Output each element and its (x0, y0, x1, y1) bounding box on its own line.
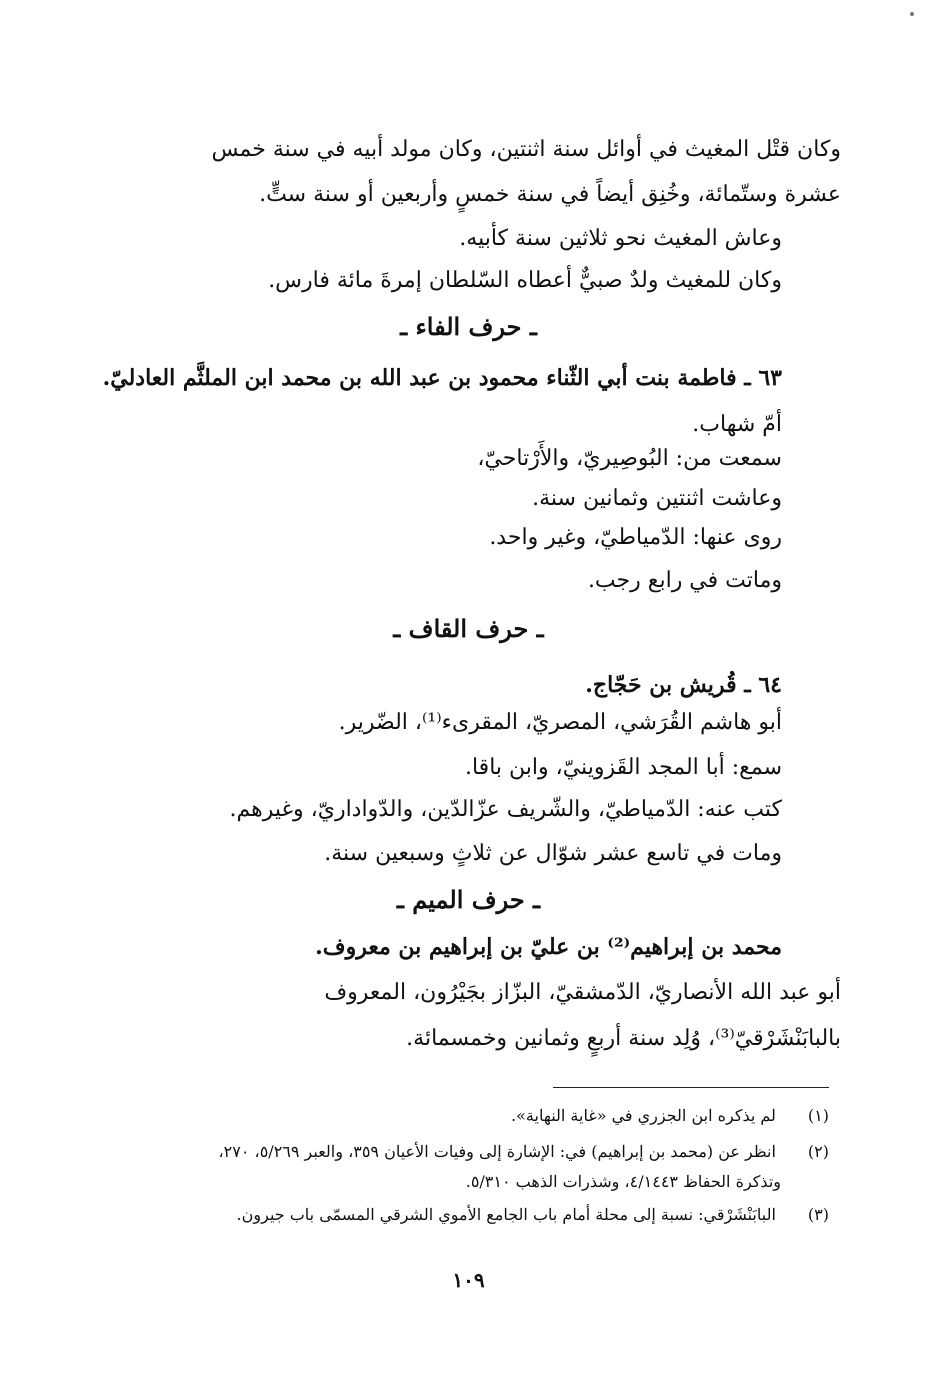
entry-65-title: محمد بن إبراهيم⁽²⁾ بن عليّ بن إبراهيم بن معروف. (315, 934, 782, 960)
entry-64-line: أبو هاشم القُرَشي، المصريّ، المقرىء⁽¹⁾، الضّرير. (338, 710, 782, 735)
footnote-number: (٣) (807, 1205, 829, 1224)
section-heading-faa: ـ حرف الفاء ـ (400, 312, 537, 341)
body-line: عشرة وستّمائة، وخُنِق أيضاً في سنة خمسٍ وأربعين أو سنة ستٍّ. (259, 182, 841, 207)
footnote-1 (96, 1104, 829, 1128)
footnote-text: لم يذكره ابن الجزري في «غاية النهاية». (511, 1106, 776, 1125)
footnote-text: البابَنْشَرْقي: نسبة إلى محلة أمام باب الجامع الأموي الشرقي المسمّى باب جيرون. (236, 1205, 776, 1224)
entry-63-line: روى عنها: الدّمياطيّ، وغير واحد. (489, 525, 782, 550)
entry-64-line: ومات في تاسع عشر شوّال عن ثلاثٍ وسبعين سنة. (324, 841, 782, 866)
entry-64-line: كتب عنه: الدّمياطيّ، والشّريف عزّالدّين، والدّواداريّ، وغيرهم. (229, 797, 782, 822)
body-line: وكان قتْل المغيث في أوائل سنة اثنتين، وكان مولد أبيه في سنة خمس (211, 137, 841, 162)
entry-63-line: وماتت في رابع رجب. (587, 568, 782, 593)
entry-63-line: أمّ شهاب. (692, 412, 782, 437)
footnote-3 (96, 1203, 829, 1227)
section-heading-meem: ـ حرف الميم ـ (396, 885, 541, 914)
scan-speck (910, 12, 914, 16)
footnote-2 (96, 1140, 829, 1164)
footnote-separator (553, 1087, 829, 1088)
entry-63-line: وعاشت اثنتين وثمانين سنة. (532, 486, 782, 511)
entry-65-line: أبو عبد الله الأنصاريّ، الدّمشقيّ، البزّاز بجَيْرُون، المعروف (324, 980, 841, 1005)
entry-64-title: ٦٤ ـ قُريش بن حَجّاج. (585, 672, 782, 698)
entry-64-line: سمع: أبا المجد القَزوينيّ، وابن باقا. (464, 755, 782, 780)
section-heading-qaf: ـ حرف القاف ـ (393, 614, 544, 643)
footnote-2-continuation: وتذكرة الحفاظ ٤/١٤٤٣، وشذرات الذهب ٥/٣١٠. (465, 1172, 781, 1191)
body-line: وكان للمغيث ولدٌ صبيٌّ أعطاه السّلطان إمرةَ مائة فارس. (268, 268, 782, 293)
entry-63-line: سمعت من: البُوصِيريّ، والأَرْتاحيّ، (477, 446, 782, 471)
footnote-text: انظر عن (محمد بن إبراهيم) في: الإشارة إلى وفيات الأعيان ٣٥٩، والعبر ٥/٢٦٩، ٢٧٠، (218, 1142, 776, 1161)
page-number: ١٠٩ (452, 1268, 485, 1292)
entry-63-title: ٦٣ ـ فاطمة بنت أبي الثّناء محمود بن عبد الله بن محمد ابن الملثَّم العادليّ. (102, 365, 782, 391)
entry-65-line: بالبابَنْشَرْقيّ⁽³⁾، وُلِد سنة أربعٍ وثمانين وخمسمائة. (406, 1026, 841, 1051)
footnote-number: (٢) (807, 1142, 829, 1161)
body-line: وعاش المغيث نحو ثلاثين سنة كأبيه. (459, 226, 782, 251)
footnote-number: (١) (807, 1106, 829, 1125)
